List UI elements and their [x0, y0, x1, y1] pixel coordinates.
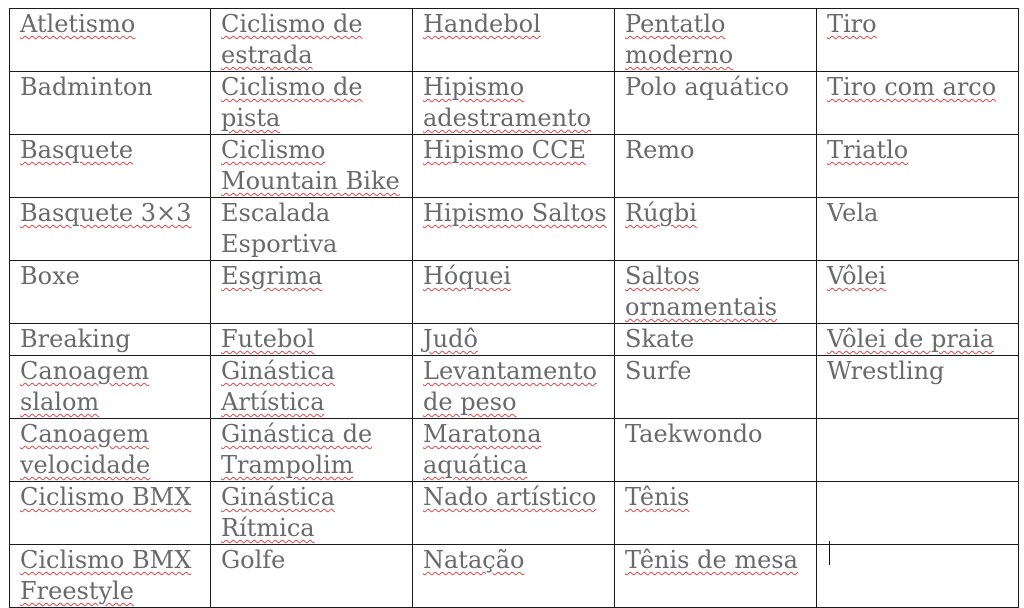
table-cell[interactable]: Ciclismo BMX Freestyle — [10, 545, 211, 608]
table-cell[interactable]: Tiro — [817, 9, 1019, 72]
table-cell[interactable]: Maratona aquática — [413, 419, 615, 482]
table-cell[interactable]: Futebol — [211, 324, 413, 356]
text-cursor — [829, 541, 830, 565]
sports-table — [9, 8, 1019, 608]
table-cell[interactable]: Basquete 3×3 — [10, 198, 211, 261]
table-cell[interactable]: Hipismo CCE — [413, 135, 615, 198]
table-row — [10, 135, 1019, 198]
table-cell[interactable]: Basquete — [10, 135, 211, 198]
table-cell[interactable]: Surfe — [615, 356, 817, 419]
table-cell[interactable]: Boxe — [10, 261, 211, 324]
table-cell[interactable]: Tiro com arco — [817, 72, 1019, 135]
table-row — [10, 324, 1019, 356]
table-cell[interactable]: Esgrima — [211, 261, 413, 324]
table-row — [10, 482, 1019, 545]
table-cell[interactable]: Polo aquático — [615, 72, 817, 135]
table-cell[interactable]: Skate — [615, 324, 817, 356]
table-cell[interactable]: Ginástica Artística — [211, 356, 413, 419]
table-cell[interactable]: Golfe — [211, 545, 413, 608]
table-row — [10, 72, 1019, 135]
table-row — [10, 198, 1019, 261]
table-row — [10, 261, 1019, 324]
table-cell[interactable]: Taekwondo — [615, 419, 817, 482]
table-row — [10, 356, 1019, 419]
table-cell[interactable]: Hipismo adestramento — [413, 72, 615, 135]
table-cell[interactable]: Badminton — [10, 72, 211, 135]
table-cell[interactable]: Handebol — [413, 9, 615, 72]
table-cell[interactable]: Breaking — [10, 324, 211, 356]
table-cell[interactable]: Hipismo Saltos — [413, 198, 615, 261]
table-cell[interactable]: Canoagem slalom — [10, 356, 211, 419]
table-cell[interactable]: Vôlei — [817, 261, 1019, 324]
table-cell[interactable]: Saltos ornamentais — [615, 261, 817, 324]
table-cell[interactable]: Ginástica de Trampolim — [211, 419, 413, 482]
table-cell[interactable]: Ginástica Rítmica — [211, 482, 413, 545]
table-cell[interactable]: Escalada Esportiva — [211, 198, 413, 261]
table-cell[interactable]: Wrestling — [817, 356, 1019, 419]
table-row — [10, 545, 1019, 608]
table-cell[interactable]: Ciclismo BMX — [10, 482, 211, 545]
table-cell[interactable]: Levantamento de peso — [413, 356, 615, 419]
table-cell[interactable]: Tênis de mesa — [615, 545, 817, 608]
table-cell[interactable]: Hóquei — [413, 261, 615, 324]
table-cell[interactable]: Natação — [413, 545, 615, 608]
table-cell[interactable] — [817, 545, 1019, 608]
table-cell[interactable]: Canoagem velocidade — [10, 419, 211, 482]
table-cell[interactable]: Vôlei de praia — [817, 324, 1019, 356]
table-cell[interactable]: Nado artístico — [413, 482, 615, 545]
table-cell[interactable] — [817, 419, 1019, 482]
table-cell[interactable]: Pentatlo moderno — [615, 9, 817, 72]
table-cell[interactable]: Triatlo — [817, 135, 1019, 198]
table-cell[interactable]: Judô — [413, 324, 615, 356]
table-cell[interactable]: Ciclismo Mountain Bike — [211, 135, 413, 198]
table-cell[interactable]: Vela — [817, 198, 1019, 261]
table-cell[interactable] — [817, 482, 1019, 545]
table-cell[interactable]: Atletismo — [10, 9, 211, 72]
table-cell[interactable]: Ciclismo de estrada — [211, 9, 413, 72]
table-cell[interactable]: Ciclismo de pista — [211, 72, 413, 135]
table-cell[interactable]: Remo — [615, 135, 817, 198]
table-row — [10, 9, 1019, 72]
table-cell[interactable]: Tênis — [615, 482, 817, 545]
table-row — [10, 419, 1019, 482]
table-cell[interactable]: Rúgbi — [615, 198, 817, 261]
